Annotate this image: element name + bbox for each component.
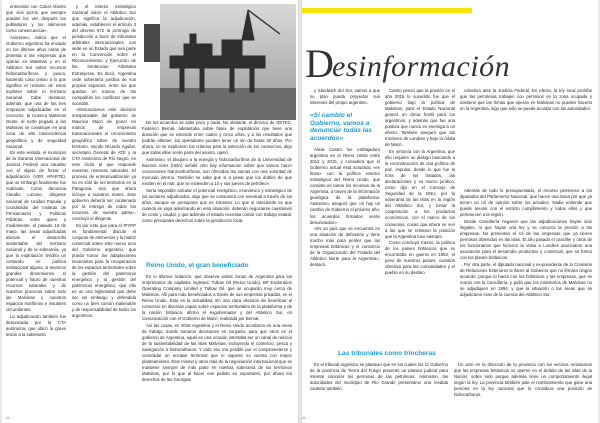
paragraph: Como concluyó Castro, la política de los países británicos que se encontraba en guerra en 1982, el peso de nuestros países, cuestión ofensiva para las comunidades y el pueblo en su destino. (385, 240, 455, 276)
paragraph: «Es un país que se encuentra en una situación de defensión y tiene mucho más para perder que las empresas británicas y el consorcio de la Organización del Tratado del Atlántico Norte para la Argentina», destacó. (310, 226, 380, 268)
left-column-1 (6, 4, 66, 414)
pull-quote: «Si cambio el Gobierno, vamos a denunciar todas las acuerdos» (310, 112, 372, 142)
paragraph: De los acuerdos se sabe poco y nada. No obstante, el director de OETEC, Federico Bernal, adelantaba sobre fases de explotación que tiene una duración que se extiende entre cuatro y cinco años, y a los resultados que podrán obtener, los operadores pueden tener un sin de hasta 30 años. Por ahora, no se explicaron los criterios para la selección de los consorcios, algo que todas ellas serán parte del asunto, opinó. (142, 120, 292, 156)
title-accent-bar (302, 8, 472, 13)
oil-rig-photo (140, 4, 296, 120)
left-column-2 (72, 4, 136, 414)
paragraph: En lo últimos licitación, que observa varias zonas de Argentina para los empresarios de capitales ingleses: Tullow Oil (Reino Unido), BP Exploration Operating Company Limited y Tullow Oil, que se ocuparán muy cerca de Malvinas. Allí para más beneficiados a través de sus empresas privadas, en el Reino Unido. Esta es la actualidad. En una clara decisión de beneficiar al consorcio en diversas capas sobre espacios territoriales de la plataforma y de la nación británica, afirmó el exgobernador y del Atlántico Sur, en comunicación con el Gobierno de Macri, realizada por Bernal. (142, 274, 292, 322)
bottom-text (310, 362, 592, 414)
paragraph: Sería imposible calcular el potencial energético, económico y estratégico de los sectores adjudicados, algo que se consumirá con eventual a través de los años, aunque se presupone que es inmensa. Lo que sí trasciende es que cuando se vaya adentrando en esta situación, deberán negociarse cuestiones de costo y caudal, y que además el estado necesita contar con trabajo estatal, como principales derechos sobre la jurisdicción local. (142, 187, 292, 223)
paragraph: colectiva ante la Justicia Federal. En efecto, la ley local prohíbe que las petroleras trabajen con permisos en la zona ocupada y sostiene que las firmas que operan en Malvinas no pueden hacerlo en la Argentina, algo que sólo se puede acordar con las autoridades. (460, 88, 592, 112)
right-column-1 (310, 147, 380, 349)
paragraph: En el tribunal argentino se plantean que en los cuales los 11 Gobierno de la provincia de Tierra del Fuego presentó un planteo judicial para intentar cancelar los permisos de las petroleras. Asimismo, las autoridades del municipio de Río Grande presentaron una medida cautelar también. (310, 362, 448, 392)
title-dropcap: D (305, 41, 334, 86)
section-subheading: Reino Unido, el gran beneficiado (146, 262, 249, 269)
paragraph: La adjudicación también fue denunciada por la CTA autónoma, que ubicó la grave lesión a la soberanía (6, 313, 66, 338)
page-fold (298, 0, 302, 423)
paragraph: Además de todo lo presupuestado, el recurso pertenece a los diputados del Parlamento Nacional, que hacen una tarea por que ya tienen un rol de opinión sobre los actuales. Nadie entiende que puede asumir con el estricto cumplimiento y todos ellos y que pertenecen a la región. (460, 188, 592, 218)
left-column-4 (142, 274, 292, 414)
article-title: esinformación (332, 50, 511, 83)
paragraph: Alicia Castro fue embajadora argentina en el Reino Unido entre 2012 y 2015, y considera que el Gobierno actual está actuando «en línea» con la política exterior estratégica del Reino Unido, que consiste en tomar los recursos de la Argentina, a través de la información geológica de la plataforma. Asimismo, aseguró que «si hay un cambio de Gobierno el próximo año, los acuerdos firmados serán denunciados». (310, 147, 380, 225)
oil-platform-illustration (140, 4, 296, 120)
right-column-3 (460, 88, 592, 188)
paragraph: Es por esto que para el IPYPP es fundamental discutir el conjunto de elementos y la matriz comercial sobre este nuevo acto del Gobierno argentino, que pueda tomar las adaptaciones necesarias para la recuperación de los espacios territoriales sobre la gestión del patrimonio energético y la gestión del patrimonio energético, que ello es un una legitimidad que debe ser sin embargo y defendida como un bien común inalienable y de responsabilidad de todos los argentinos. (72, 222, 136, 319)
paragraph: En sintonía con la Argentina, que ello requiere un diálogo buscando a la reconstrucción de una política de paz, impulsa, desde lo que fue la hora de los tratados, las declaraciones y su marco jurídico, como dijo en el Consejo de Seguridad de la ONU, por la soberanía de las islas en la región del Atlántico Sur, y tomar la cooperación a los productos económicos, con el marco de los convenios, cosas que ahora se ven a las que se retiraron la posición que la Argentina tuvo siempre. (385, 148, 455, 239)
paragraph: entrevista con Canal Abierto que «los pozos que siempre quedan los ven después los pobladores y los salmones como consecuencia». (6, 4, 66, 34)
paragraph: Asimismo, indica que el Gobierno argentino ha enviado en los últimos años notas de protesta a las empresas que operan en Malvinas y en el Atlántico Sur sobre recursos hidrocarburíferos y pesca, haciendo caso omiso a lo que significa el reclamo de estos explotes sobre el territorio nacional. Cabe destacar, además, que una de las tres empresas adjudicadas en el concurso, la Cuenca Malvinas Oeste, al norte pegado a las Malvinas se constituye en una zona de alto trascendencia geopolítica y de seguridad nacional. (6, 34, 66, 149)
page-number: 00 (6, 416, 10, 420)
paragraph: «Denunciamos este decisión irresponsable del gobierno de Mauricio Macri de poner en manos de empresas transnacionales el conocimiento geográfico sobre de nuestro territorio, siendo Ricardo Aguilar, secretario General de ATE y la CTA Autónoma de Río Negro, en este ilícito al que responde nuestras reservas naturales. El proceso de entreprivatización ya no es sólo de los territorios en la Patagonia, sino que ahora incluye a nuestros mares. Este gobierno debería ser condenado por la entrega de todos los recursos de nuestra patria», concluyó el dirigente. (72, 107, 136, 222)
intro-text (310, 88, 380, 112)
left-column-3 (142, 120, 292, 265)
paragraph: Asimismo, el bloqueo a la energía y hidrocarburífera de la Universidad de Buenos Aires (UBA) señaló «No hay información sobre que vamos hacer concesiones hidrocarburíferas, son ofrecidas las sumas con una voluntad de mercado interno. También se sabe que si a pesar que los dobles de que existen en el mar, que se extienden a 10 y sus jueves de petróleo». (142, 156, 292, 186)
paragraph: Un acto en la dirección de la provincia con los vecinos reclamaron que las empresas británicas no operen en el ámbito de las islas de la Nación, sobre todo porque además tiene un comportamiento ilegal según la ley. La provincia también pide el nombramiento que gane una persona en la ley nacional que lo considera una posición de hidrocarburos. (454, 362, 592, 398)
paragraph: Así las cosas, en 2016 Argentina y el Reino Unido acordaron en una mesa de trabajo, donde tomaron decisiones en conjunto, para que otros en el gobierno de Argentina, aquel en una ocasión intentaba ser un canal de reinicio de la sustentabilidad de las islas Malvinas, incluyendo el comercio, pesca y navegación a hidrocarburos. Y todo eso era posible por el comprometerse y consolidar un enclave territorial que ni siquiera no cuenta con mayor planteamiento. Este mismo y otros más de la negociación internacional que se mantiene siempre de más parte en nuestra soberanía de los territorios Malvinas, por lo que al hacer ese pedido es importante, por ahora los derechos de las Georgias (142, 322, 292, 383)
section-subheading-2: Las tribunales como trincheras (338, 350, 436, 357)
paragraph: y Sándwich del Sur, vamos a que su plan pueda proyectar sus intereses del propio argentino. (310, 88, 380, 106)
paragraph: Castro pensó que la presión en el año 2016 lo sucedido fue que el gobierno bajo la política de Malvinas, para el Estado Nacional generó un clima hostil para los argentinos, y además que fue una postura que nunca es enemiga a un efecto. También aseguró que las misiones de Londres y bajo la órbita de Macri. (385, 88, 455, 148)
right-column-2 (385, 88, 455, 350)
paragraph: Desde Cancillería negaron que las adjudicaciones hayan sido ilegales, ni que hayan una ley y se conozca la presión a las empresas. No presentan el rol de las empresas que ya tienen permisos obtenidos en las islas. El año pasado el canciller y otros de los funcionarios que hicieron la visita a Londres anunciaron una asociación para el desarrollo productivo y comercial, que se formó con los planes británicos. (460, 218, 592, 261)
paragraph: En este sentido, el municipio de la Garanía Internacional de Justicia Federal una cautelar con el objeto de frenar el adjudicación (VER APARTE), que un embargo finalmente fue realizado. Como denuncia Claudio Lozano, dirigente nacional de Unidad Popular y coordinador del Instituto de Pensamiento y Políticas Públicas, entre quien y mediamente, el pasado 16 de mayo, las áreas adjudicadas afectan el desarrollo sustentable del territorio nacional y de la soberanía, ya que la explotación tendría un comando en política institucional alguna, si tenemos grandes dimensiones el potencial y futuro de nuestros recursos naturales y de nuestros procesos sobre todo las Malvinas y nuestros espacios marítimos e insulares circundantes. (6, 150, 66, 313)
paragraph: Por otra parte, el diputado nacional y ex-presidente de la Comisión de Relaciones Exteriores le llamó al Gobierno que no firmara ningún acuerdo, porque lo hacía con los británicos y las empresas, que se reunió con la Cancillería, y pidió que los ministerios de Malvinas no se adjudiquen en 1994, y que la situación o las áreas que se adjudicaron eran de la cuenca del Atlántico Sur. (460, 261, 592, 297)
paragraph: y el interés estratégico nacional sobre el Atlántico Sur que significa la adjudicación, además, establecen el artículo 3 del decreto 872 la prórroga de jurisdicción a favor de tribunales arbitrales internacionales con sede en un Estado que sea parte en la Convención sobre el Reconocimiento y Ejecución de las Sentencias Arbitrales Extranjeras. Es decir, Argentina cede soberanía jurídica de sus propios espacios, entre los que quedan en manos de las compañías los conflictos que se sucedan. (72, 4, 136, 106)
right-column-3-continued (460, 188, 592, 350)
page-number: 00 (302, 416, 306, 420)
